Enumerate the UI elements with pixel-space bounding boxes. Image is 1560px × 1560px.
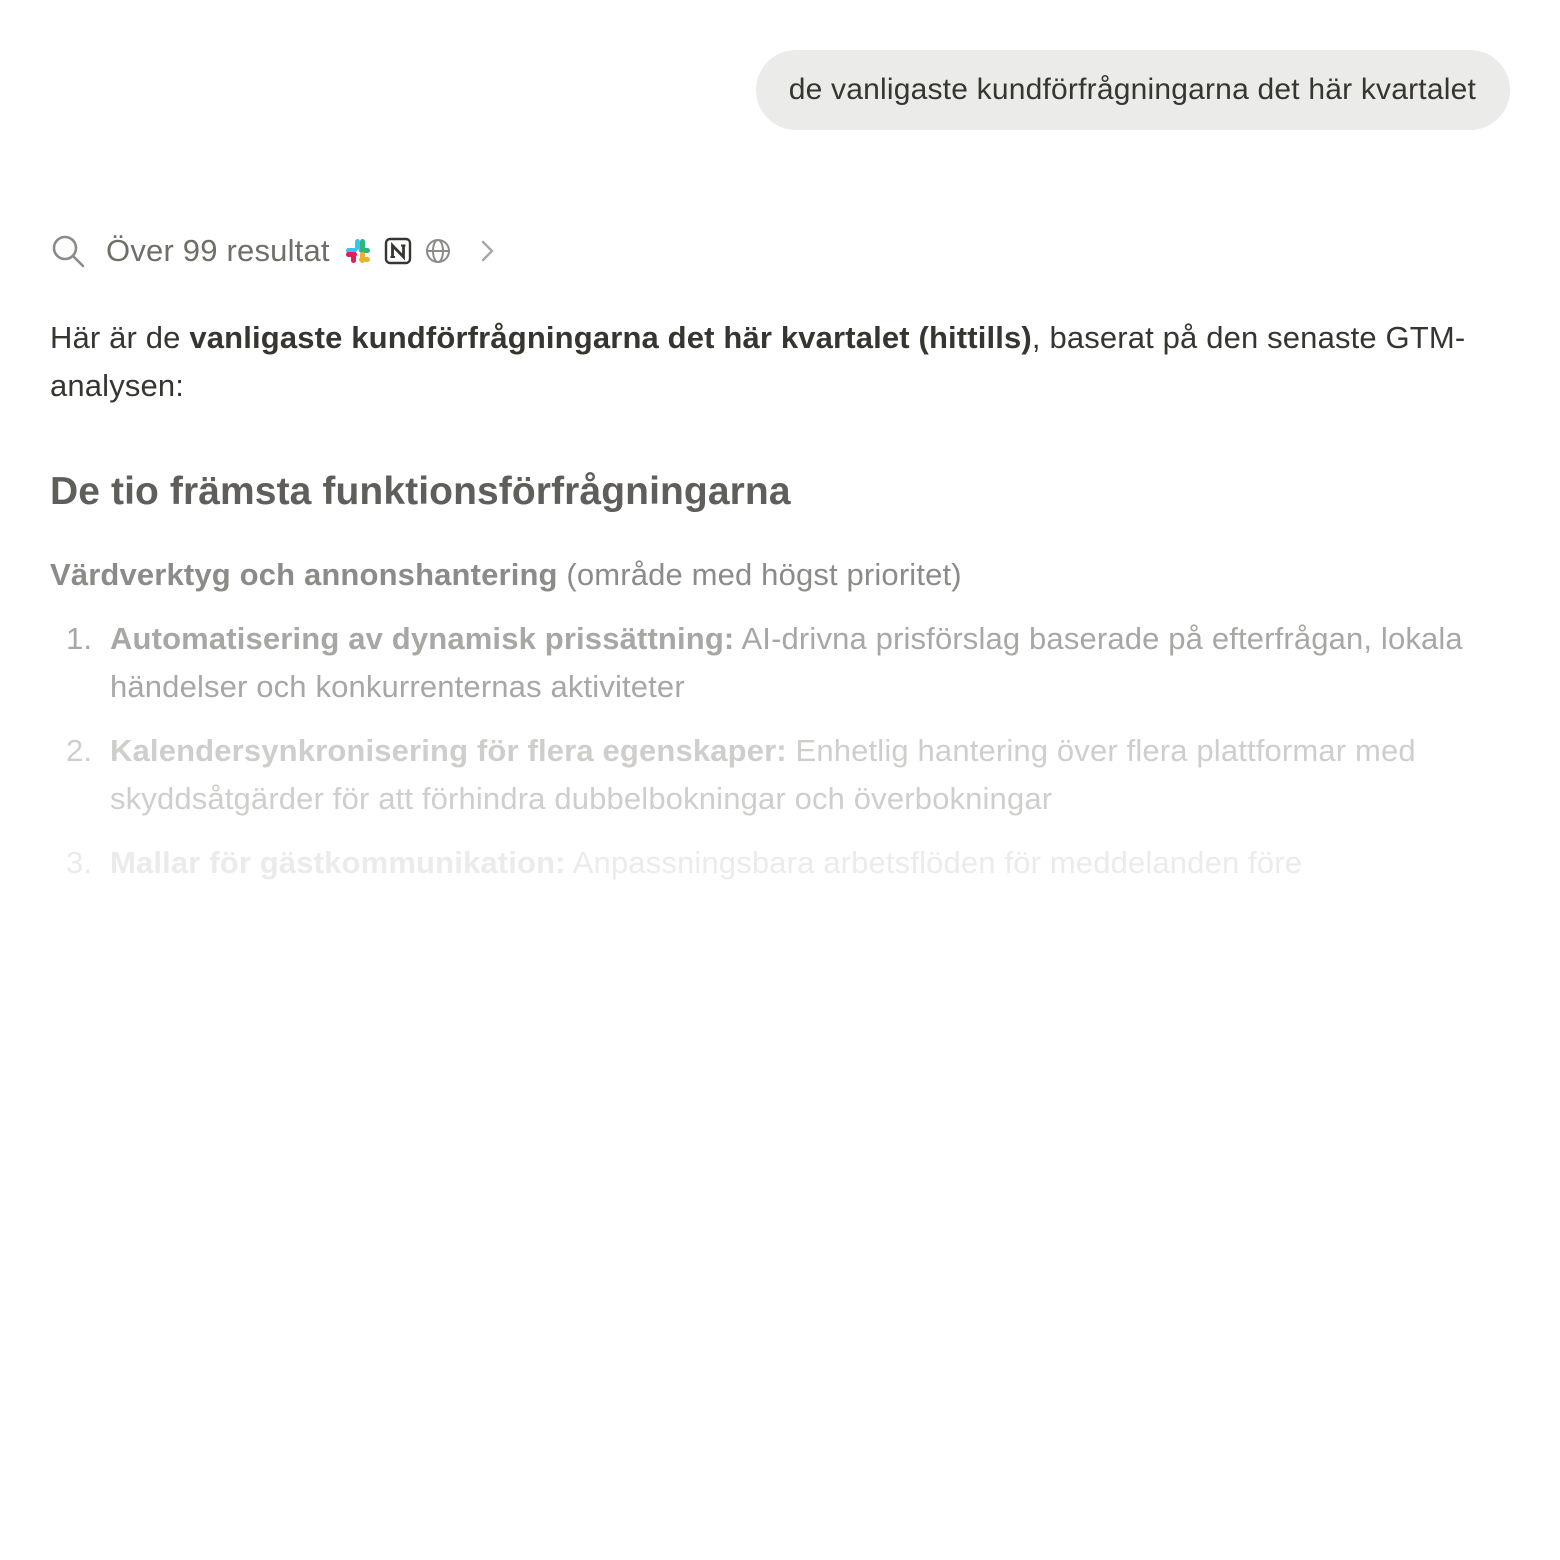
list-item-text: Enhetlig hantering över flera plattformar med skyddsåtgärder för att förhindra dubbelbokningar och överbokningar xyxy=(110,733,1416,816)
list-item-text: AI-drivna prisförslag baserade på efterfrågan, lokala händelser och konkurrenternas aktiviteter xyxy=(110,621,1463,704)
list-item-number: 2. xyxy=(66,733,93,768)
list-item-title: Automatisering av dynamisk prissättning: xyxy=(110,621,735,656)
notion-icon xyxy=(384,237,412,265)
list-item-title: Kalendersynkronisering för flera egenskaper: xyxy=(110,733,787,768)
search-icon xyxy=(50,233,86,269)
list-item xyxy=(50,727,1510,823)
results-count-label: Över 99 resultat xyxy=(106,233,330,268)
assistant-intro-paragraph xyxy=(50,314,1510,410)
section-heading: De tio främsta funktionsförfrågningarna xyxy=(50,470,791,513)
user-message-bubble xyxy=(756,50,1510,130)
list-item-number: 3. xyxy=(66,845,93,880)
chevron-right-icon xyxy=(476,237,500,265)
category-line xyxy=(50,552,962,598)
intro-suffix: , baserat på den senaste GTM-analysen: xyxy=(50,320,1466,403)
list-item xyxy=(50,839,1510,887)
intro-prefix: Här är de xyxy=(50,320,190,355)
category-title: Värdverktyg och annonshantering xyxy=(50,557,558,592)
slack-icon xyxy=(344,237,372,265)
list-item-title: Mallar för gästkommunikation: xyxy=(110,845,566,880)
list-item-text: Anpassningsbara arbetsflöden för meddelanden före xyxy=(565,845,1303,880)
list-item xyxy=(50,615,1510,711)
search-results-toggle[interactable] xyxy=(50,226,500,276)
intro-bold: vanligaste kundförfrågningarna det här kvartalet (hittills) xyxy=(189,320,1032,355)
category-note: (område med högst prioritet) xyxy=(557,557,962,592)
list-item-number: 1. xyxy=(66,621,93,656)
globe-icon xyxy=(424,237,452,265)
user-message-text: de vanligaste kundförfrågningarna det här kvartalet xyxy=(788,73,1476,106)
